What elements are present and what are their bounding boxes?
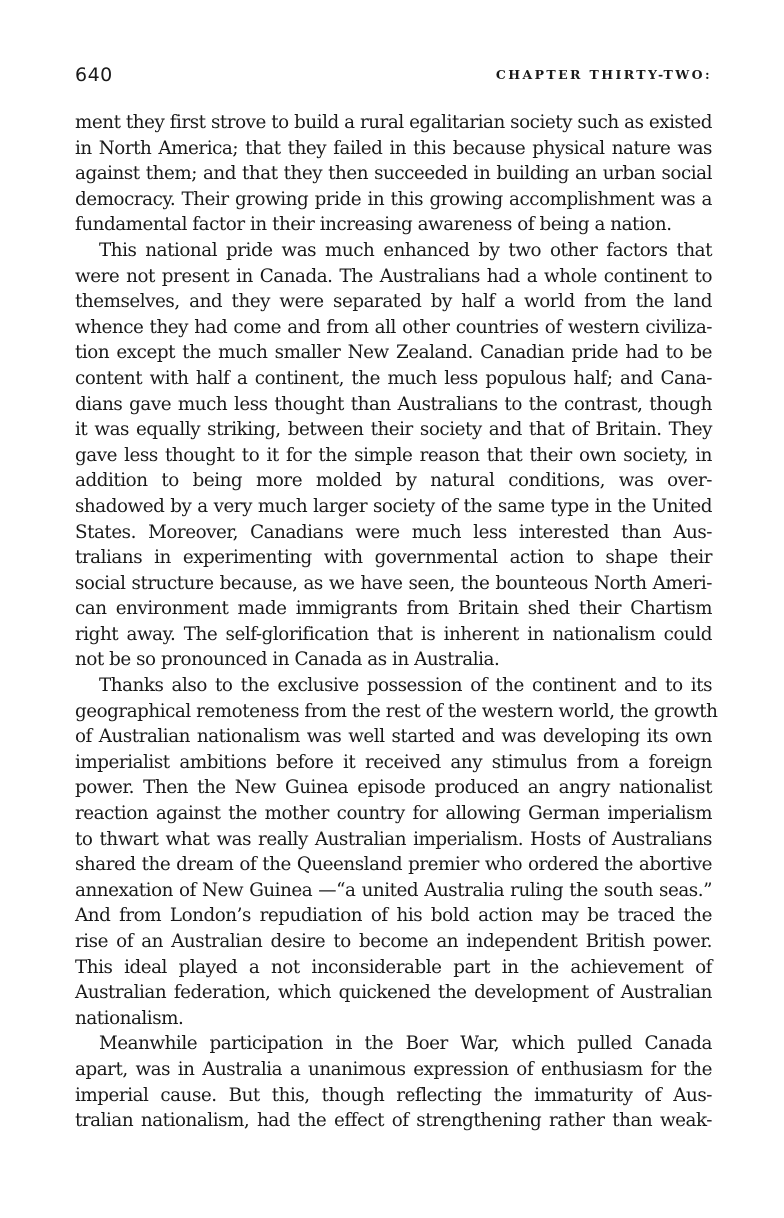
text-line: This national pride was much enhanced by two other factors that <box>99 239 712 261</box>
text-line: dians gave much less thought than Australians to the contrast, though <box>75 393 712 415</box>
body-text <box>75 110 718 1134</box>
text-line: And from London’s repudiation of his bold action may be traced the <box>75 905 712 927</box>
text-line: content with half a continent, the much less populous half; and Cana- <box>75 367 712 389</box>
text-line: to thwart what was really Australian imperialism. Hosts of Australians <box>75 828 712 850</box>
text-line: shared the dream of the Queensland premier who ordered the abortive <box>75 854 712 876</box>
text-line: power. Then the New Guinea episode produced an angry nationalist <box>75 777 712 799</box>
running-head: CHAPTER THIRTY-TWO: <box>495 67 712 82</box>
text-line: of Australian nationalism was well started and was developing its own <box>75 726 712 748</box>
text-line: were not present in Canada. The Australians had a whole continent to <box>75 265 712 287</box>
text-line: States. Moreover, Canadians were much less interested than Aus- <box>75 521 712 543</box>
text-line: This ideal played a not inconsiderable part in the achievement of <box>75 956 712 978</box>
text-line: ment they first strove to build a rural egalitarian society such as existed <box>75 112 712 133</box>
text-line: geographical remoteness from the rest of the western world, the growth <box>75 700 718 722</box>
text-line: social structure because, as we have seen, the bounteous North Ameri- <box>75 572 712 594</box>
text-line: apart, was in Australia a unanimous expression of enthusiasm for the <box>75 1058 712 1080</box>
text-line: can environment made immigrants from Britain shed their Chartism <box>75 598 712 620</box>
text-line: tion except the much smaller New Zealand. Canadian pride had to be <box>75 342 712 364</box>
text-line: fundamental factor in their increasing awareness of being a nation. <box>75 214 672 236</box>
text-line: tralians in experimenting with governmental action to shape their <box>75 547 712 569</box>
text-line: right away. The self-glorification that is inherent in nationalism could <box>75 623 712 645</box>
text-line: rise of an Australian desire to become an independent British power. <box>75 931 712 952</box>
text-line: gave less thought to it for the simple reason that their own society, in <box>75 444 712 466</box>
page-header <box>75 64 712 90</box>
text-line: nationalism. <box>75 1007 184 1029</box>
text-line: imperialist ambitions before it received any stimulus from a foreign <box>75 751 712 773</box>
text-line: against them; and that they then succeeded in building an urban social <box>75 163 712 185</box>
text-line: addition to being more molded by natural conditions, was over- <box>75 470 712 492</box>
text-line: Australian federation, which quickened the development of Australian <box>75 982 712 1004</box>
text-line: democracy. Their growing pride in this growing accomplishment was a <box>75 188 712 210</box>
text-line: imperial cause. But this, though reflecting the immaturity of Aus- <box>75 1084 712 1106</box>
text-line: it was equally striking, between their society and that of Britain. They <box>75 419 712 441</box>
page-number: 640 <box>75 64 113 86</box>
text-line: Meanwhile participation in the Boer War, which pulled Canada <box>99 1033 712 1055</box>
text-line: tralian nationalism, had the effect of strengthening rather than weak- <box>75 1110 712 1132</box>
text-line: Thanks also to the exclusive possession of the continent and to its <box>99 675 712 697</box>
text-line: themselves, and they were separated by half a world from the land <box>75 291 712 313</box>
text-line: annexation of New Guinea —“a united Australia ruling the south seas.” <box>75 879 712 901</box>
text-line: shadowed by a very much larger society of the same type in the United <box>75 495 712 517</box>
text-line: whence they had come and from all other countries of western civiliza- <box>75 316 712 338</box>
text-line: in North America; that they failed in this because physical nature was <box>75 137 712 159</box>
text-line: reaction against the mother country for allowing German imperialism <box>75 803 712 825</box>
text-line: not be so pronounced in Canada as in Australia. <box>75 649 500 671</box>
